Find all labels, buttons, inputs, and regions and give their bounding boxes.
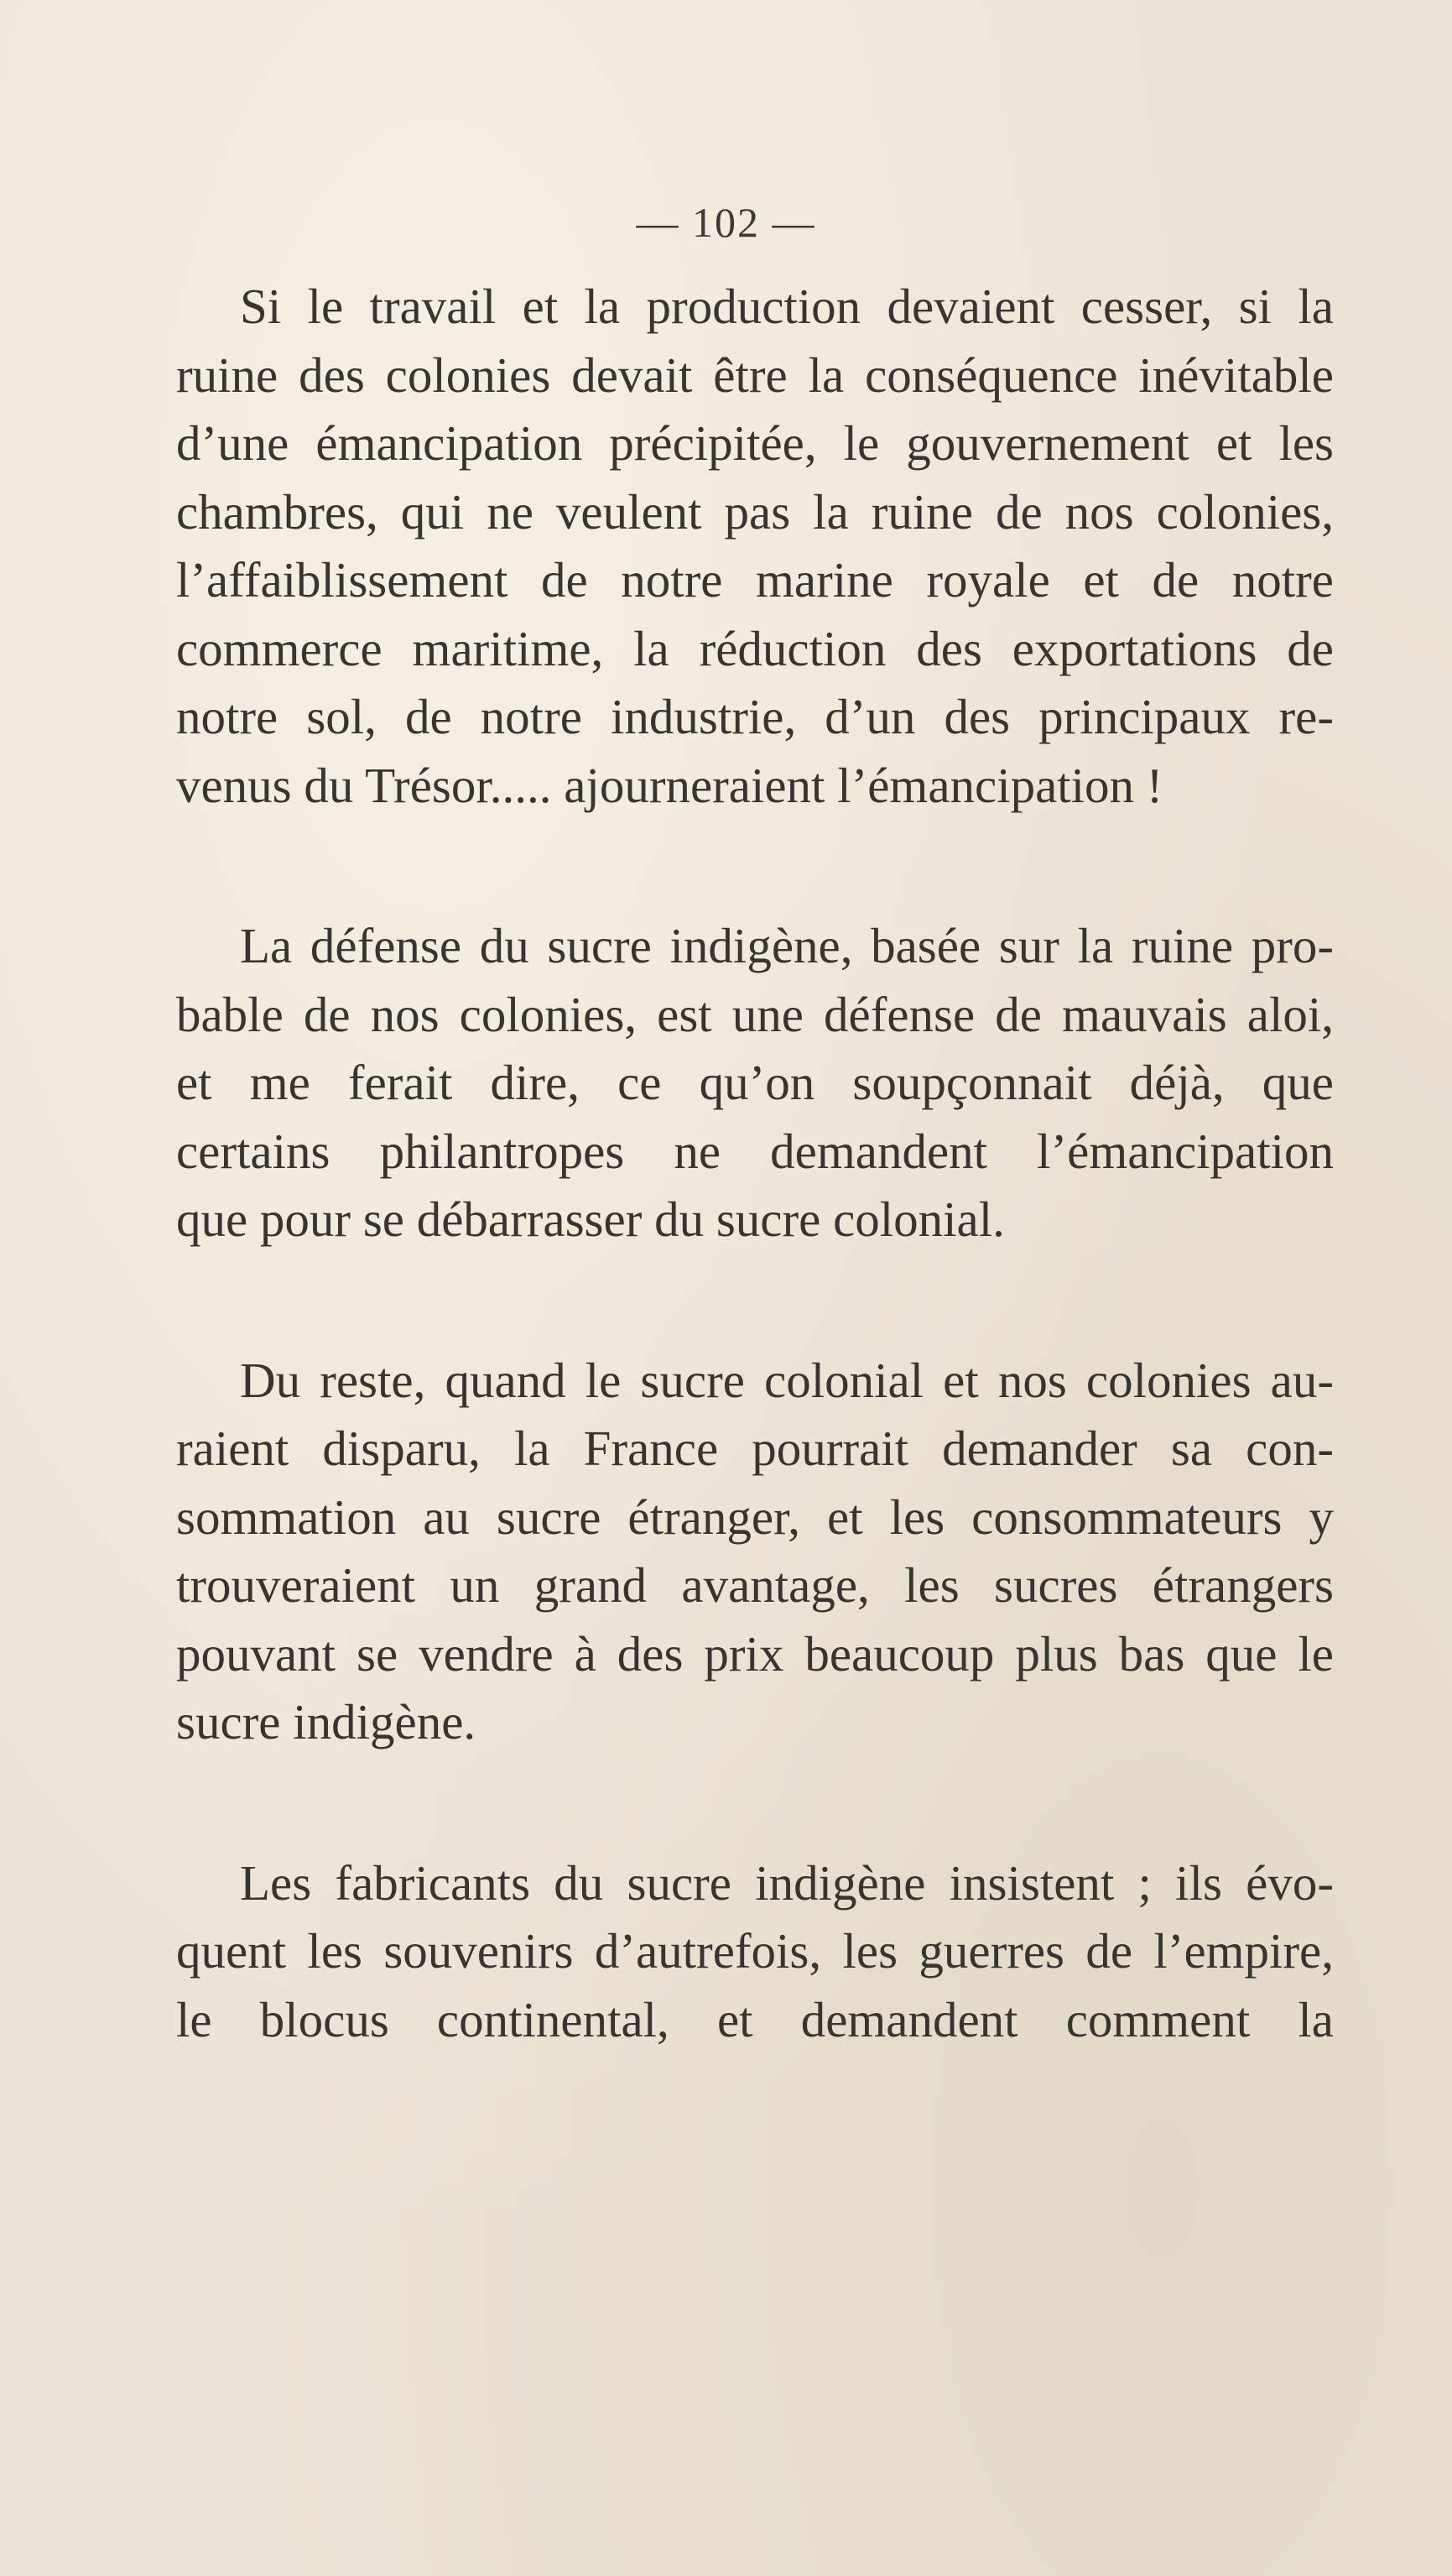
text-line: que pour se débarrasser du sucre colonial.: [176, 1192, 1005, 1247]
text-line: d’une émancipation précipitée, le gouvernement et les: [176, 415, 1334, 471]
text-line: Si le travail et la production devaient cesser, si la: [240, 279, 1334, 334]
page-number: — 102 —: [636, 199, 816, 246]
paragraph-2: [176, 912, 1334, 1254]
text-line: chambres, qui ne veulent pas la ruine de nos colonies,: [176, 483, 1334, 540]
text-line: trouveraient un grand avantage, les sucres étrangers: [176, 1557, 1334, 1613]
text-line: et me ferait dire, ce qu’on soupçonnait déjà, que: [176, 1055, 1334, 1110]
text-line: Du reste, quand le sucre colonial et nos colonies au-: [240, 1352, 1334, 1408]
text-line: commerce maritime, la réduction des exportations de: [176, 620, 1334, 676]
text-line: notre sol, de notre industrie, d’un des principaux re-: [176, 689, 1334, 744]
text-line: le blocus continental, et demandent comment la: [176, 1991, 1334, 2047]
body-text: [176, 273, 1334, 2054]
text-line: l’affaiblissement de notre marine royale et de notre: [176, 552, 1334, 607]
text-line: La défense du sucre indigène, basée sur la ruine pro-: [240, 918, 1334, 973]
text-line: Les fabricants du sucre indigène insistent ; ils évo-: [240, 1854, 1334, 1911]
text-line: raient disparu, la France pourrait demander sa con-: [176, 1421, 1334, 1476]
text-line: certains philantropes ne demandent l’émancipation: [176, 1123, 1334, 1179]
paragraph-4: [176, 1849, 1334, 2055]
text-line: sucre indigène.: [176, 1694, 476, 1749]
text-line: ruine des colonies devait être la conséquence inévitable: [176, 347, 1334, 403]
text-line: venus du Trésor..... ajourneraient l’émancipation !: [176, 757, 1163, 813]
text-line: sommation au sucre étranger, et les consommateurs y: [176, 1489, 1334, 1545]
paragraph-1: [176, 273, 1334, 820]
text-line: pouvant se vendre à des prix beaucoup plus bas que le: [176, 1625, 1334, 1682]
paragraph-3: [176, 1347, 1334, 1757]
text-line: bable de nos colonies, est une défense de mauvais aloi,: [176, 986, 1334, 1042]
text-line: quent les souvenirs d’autrefois, les guerres de l’empire,: [176, 1923, 1334, 1979]
